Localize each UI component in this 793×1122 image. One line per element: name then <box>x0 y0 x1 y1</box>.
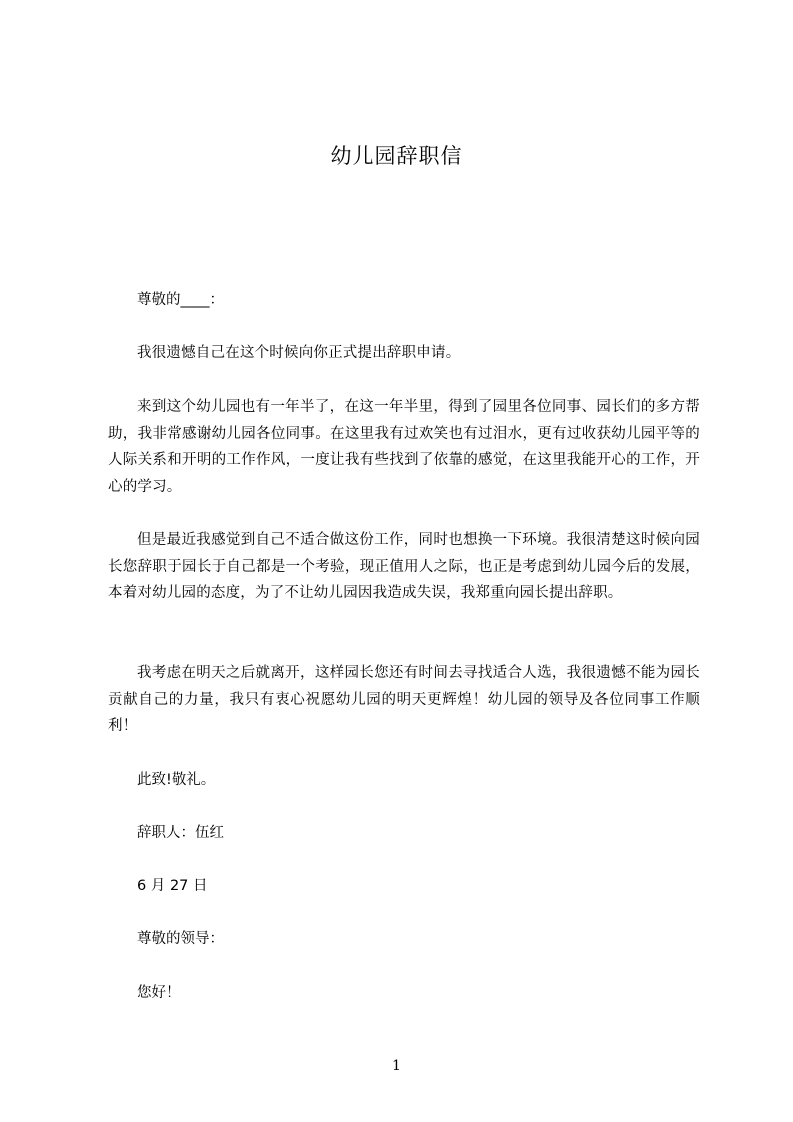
closing: 此致!敬礼。 <box>137 772 216 788</box>
second-salutation: 尊敬的领导： <box>137 931 224 947</box>
paragraph-2: 来到这个幼儿园也有一年半了，在这一年半里，得到了园里各位同事、园长们的多方帮助，我非常感谢幼儿园各位同事。在这里我有过欢笑也有过泪水，更有过收获幼儿园平等的人际关系和开明的工作作风，一度让我有些找到了依靠的感觉，在这里我能开心的工作，开心的学习。 <box>108 399 700 495</box>
page-number: 1 <box>392 1058 401 1074</box>
paragraph-1: 我很遗憾自己在这个时候向你正式提出辞职申请。 <box>137 345 461 361</box>
document-title: 幼儿园辞职信 <box>330 144 463 168</box>
salutation: 尊敬的____： <box>137 292 224 308</box>
date: 6 月 27 日 <box>137 878 208 894</box>
greeting: 您好！ <box>137 985 181 1001</box>
paragraph-4: 我考虑在明天之后就离开，这样园长您还有时间去寻找适合人选，我很遗憾不能为园长贡献自己的力量，我只有衷心祝愿幼儿园的明天更辉煌！幼儿园的领导及各位同事工作顺利！ <box>108 665 700 734</box>
paragraph-3: 但是最近我感觉到自己不适合做这份工作，同时也想换一下环境。我很清楚这时候向园长您辞职于园长于自己都是一个考验，现正值用人之际，也正是考虑到幼儿园今后的发展，本着对幼儿园的态度，为了不让幼儿园因我造成失误，我郑重向园长提出辞职。 <box>108 532 700 601</box>
signature: 辞职人：伍红 <box>137 825 224 841</box>
